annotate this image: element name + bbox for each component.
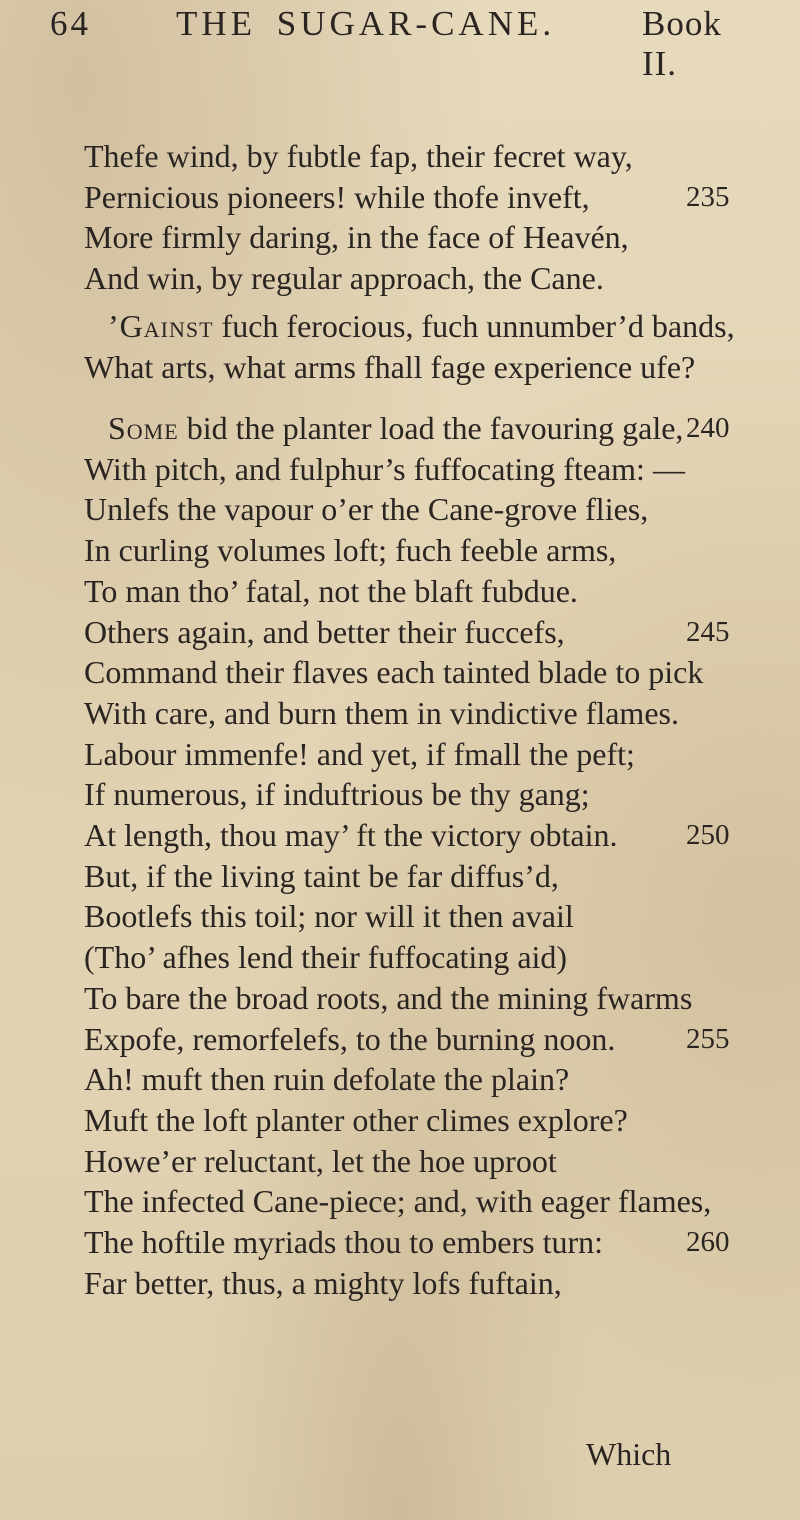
verse-line: With pitch, and fulphur’s fuffocating fteam: — (84, 451, 685, 487)
verse-line: To bare the broad roots, and the mining fwarms (84, 980, 693, 1016)
line-number: 250 (686, 819, 730, 851)
verse-line: Bootlefs this toil; nor will it then avail (84, 898, 574, 934)
verse-line: If numerous, if induftrious be thy gang; (84, 776, 590, 812)
line-number: 240 (686, 412, 730, 444)
verse-line: To man tho’ fatal, not the blaft fubdue. (84, 573, 578, 609)
line-number: 255 (686, 1023, 730, 1055)
verse-line: The infected Cane-piece; and, with eager flames, (84, 1183, 712, 1219)
verse-line: With care, and burn them in vindictive flames. (84, 695, 679, 731)
line-number: 260 (686, 1226, 730, 1258)
verse-line-rest: fuch ferocious, fuch unnumber’d bands, (213, 308, 735, 344)
running-head (40, 4, 760, 83)
verse-line: Howe’er reluctant, let the hoe uproot (84, 1143, 557, 1179)
verse-line: In curling volumes loft; fuch feeble arms, (84, 532, 617, 568)
verse-line: The hoftile myriads thou to embers turn: (84, 1224, 603, 1260)
verse-line: More firmly daring, in the face of Heavén, (84, 219, 629, 255)
verse-line: Command their flaves each tainted blade to pick (84, 654, 704, 690)
verse-line: Others again, and better their fuccefs, (84, 614, 565, 650)
catchword: Which (586, 1436, 672, 1472)
small-caps-word: ’Gainst (108, 308, 214, 344)
page-number: 64 (50, 4, 91, 43)
line-number: 235 (686, 181, 730, 213)
verse-line: And win, by regular approach, the Cane. (84, 260, 604, 296)
verse-line-rest: bid the planter load the favouring gale, (178, 410, 684, 446)
verse-line: Far better, thus, a mighty lofs fuftain, (84, 1265, 562, 1301)
verse-line: At length, thou may’ ft the victory obtain. (84, 817, 618, 853)
verse-line: Labour immenfe! and yet, if fmall the peft; (84, 736, 635, 772)
verse-line (108, 408, 683, 448)
verse-line: Unlefs the vapour o’er the Cane-grove flies, (84, 491, 649, 527)
verse-line: What arts, what arms fhall fage experience ufe? (84, 349, 696, 385)
line-number: 245 (686, 616, 730, 648)
verse-line: Thefe wind, by fubtle fap, their fecret way, (84, 138, 633, 174)
verse-line: Ah! muft then ruin defolate the plain? (84, 1061, 570, 1097)
verse-line: (Tho’ afhes lend their fuffocating aid) (84, 939, 568, 975)
verse-line (108, 306, 735, 346)
verse-line: But, if the living taint be far diffus’d, (84, 858, 559, 894)
book-label: Book II. (642, 4, 722, 83)
verse-line: Muft the loft planter other climes explore? (84, 1102, 628, 1138)
running-title: THE SUGAR-CANE. (176, 4, 556, 43)
verse-line: Expofe, remorfelefs, to the burning noon. (84, 1021, 616, 1057)
verse-line: Pernicious pioneers! while thofe inveft, (84, 179, 590, 215)
small-caps-word: Some (108, 410, 179, 446)
